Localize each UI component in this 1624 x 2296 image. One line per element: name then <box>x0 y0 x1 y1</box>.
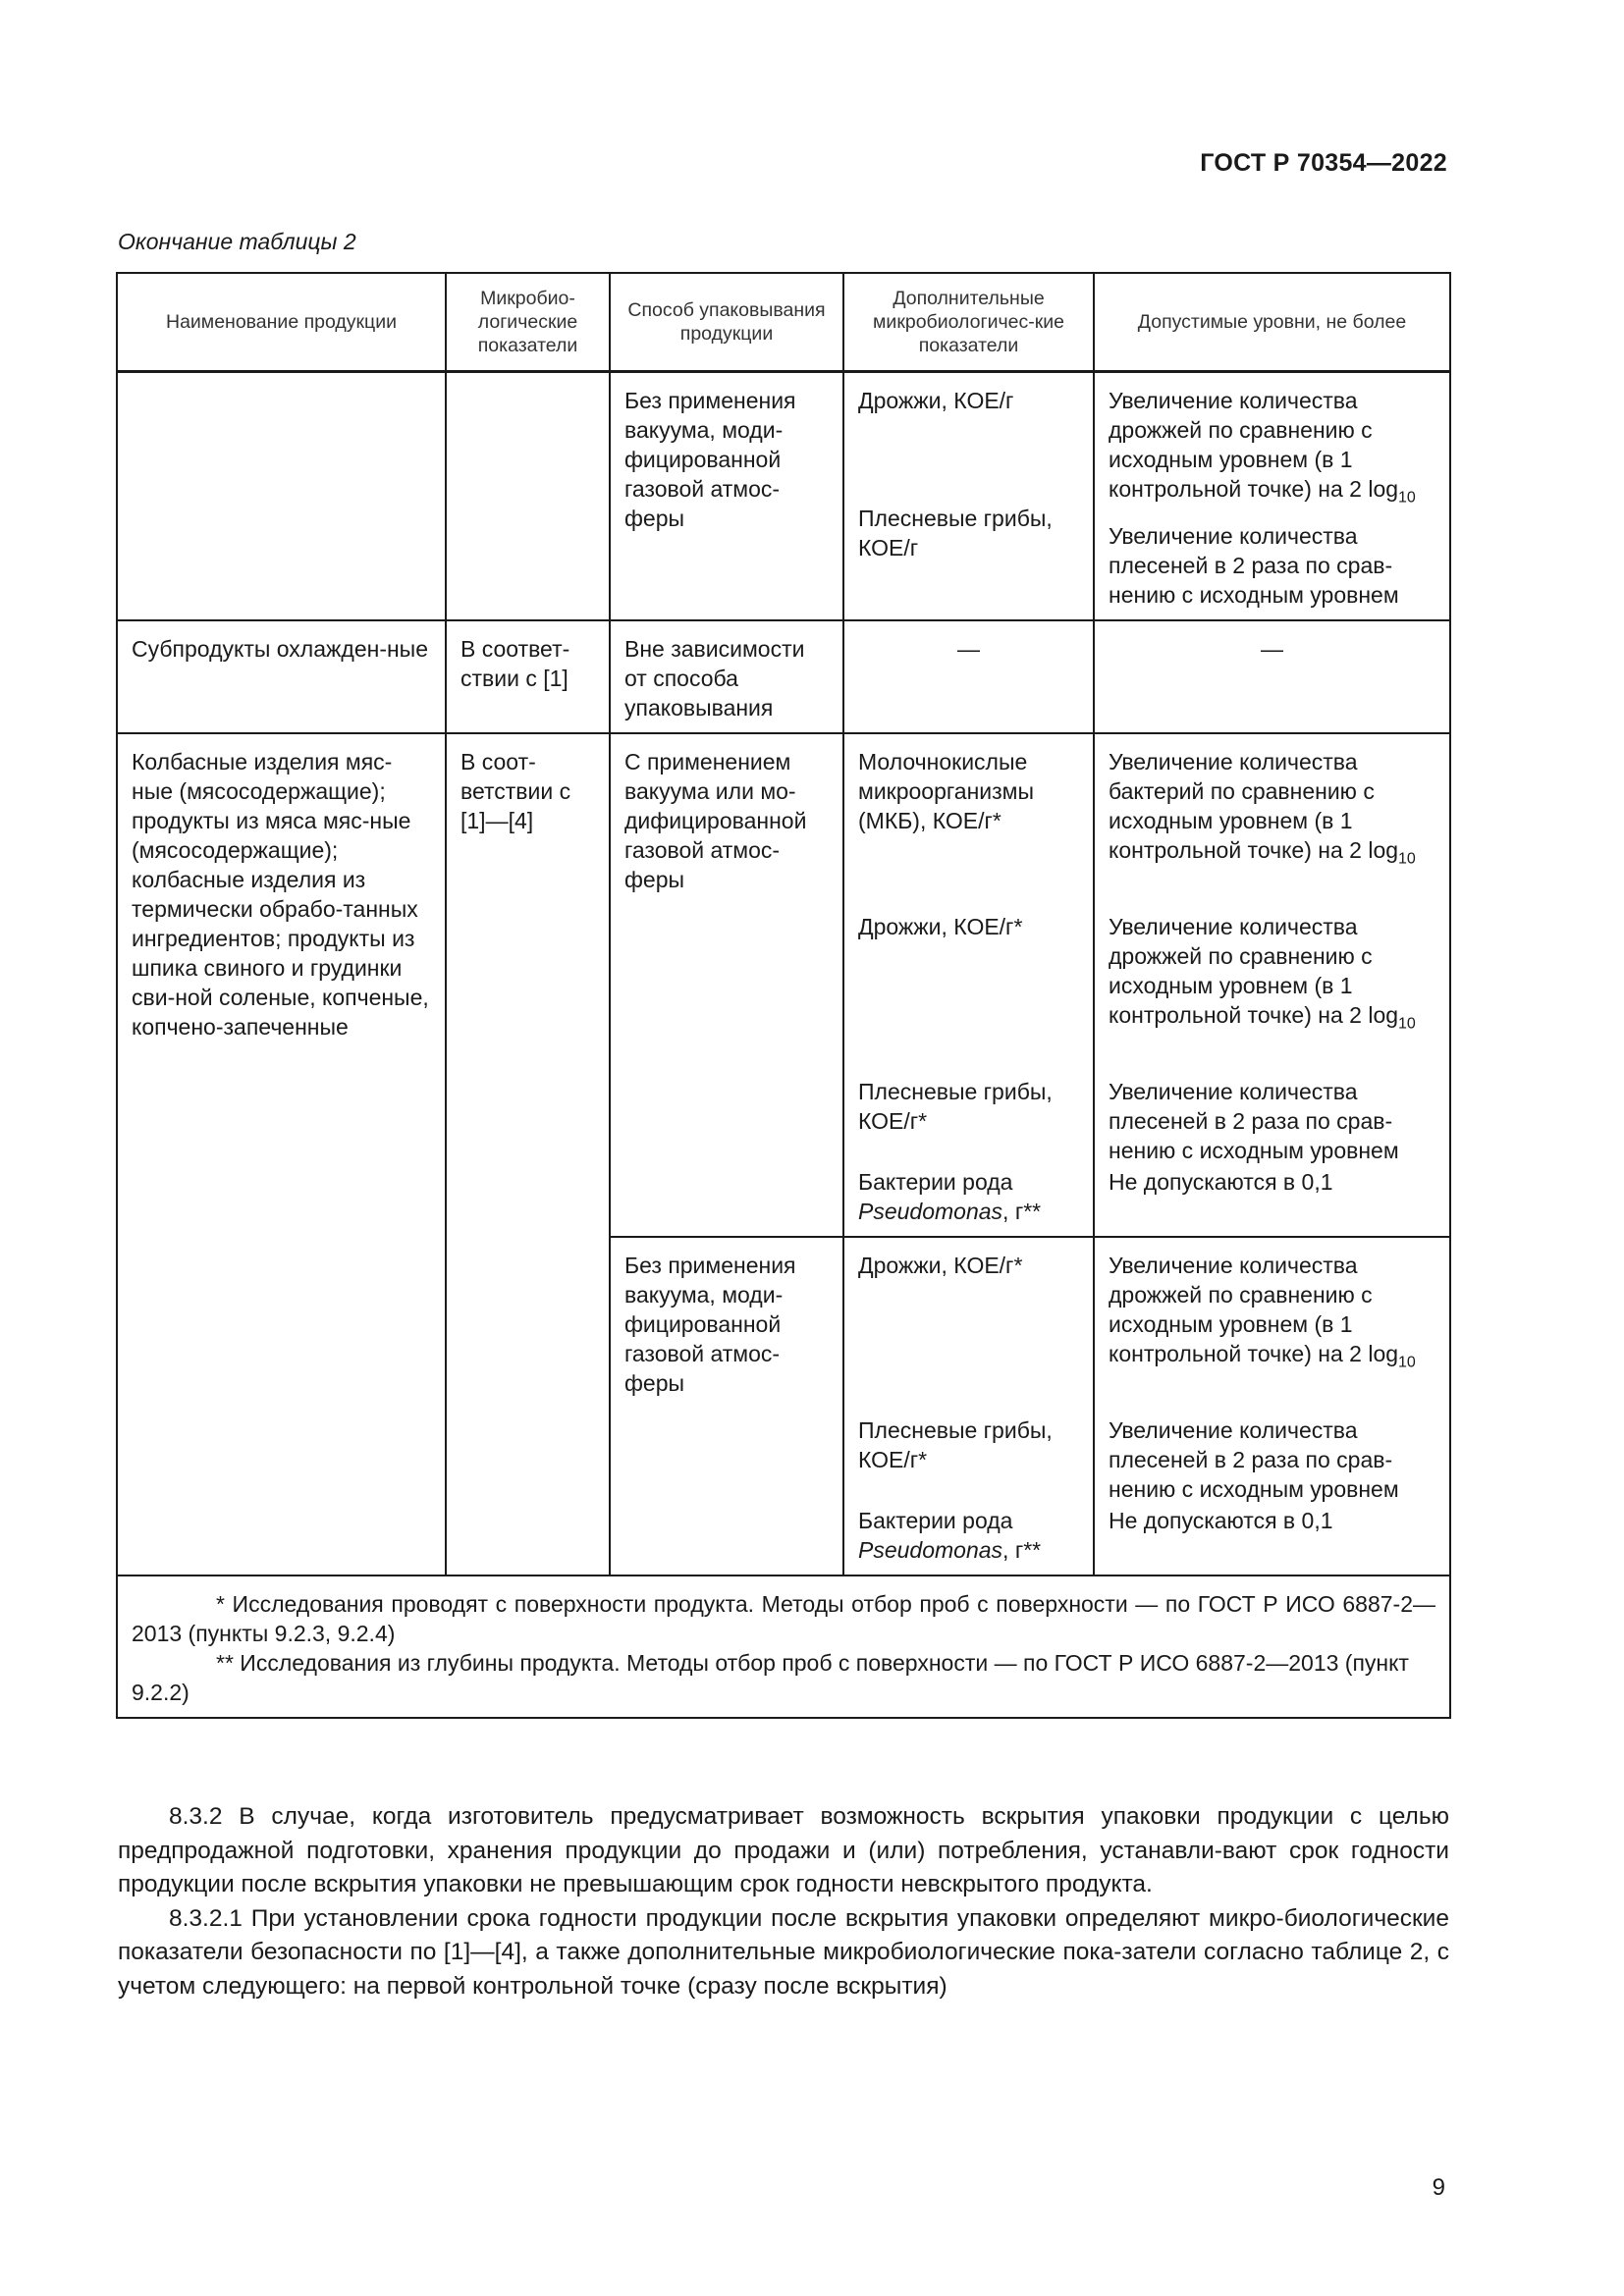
level-text <box>1109 386 1435 507</box>
indicator-text: Дрожжи, КОЕ/г* <box>858 1253 1023 1278</box>
header-extra-indicators: Дополнительные микробиологичес-кие показатели <box>843 273 1094 372</box>
footnote-1: * Исследования проводят с поверхности продукта. Методы отбор проб с поверхности — по ГОСТ Р ИСО 6887-2—2013 (пункты 9.2.3, 9.2.4) <box>132 1591 1435 1646</box>
log-subscript: 10 <box>1398 850 1416 868</box>
cell-micro: В соответ-ствии с [1] <box>446 620 610 733</box>
table-row <box>117 372 1450 621</box>
indicator-text: Бактерии рода Pseudomonas, г** <box>858 1508 1042 1563</box>
log-subscript: 10 <box>1398 489 1416 507</box>
paragraph-8-3-2: 8.3.2 В случае, когда изготовитель предусматривает возможность вскрытия упаковки продукции с целью предпродажной подготовки, хранения продукции до продажи и (или) потребления, устанавли-вают срок годности продукции после вскрытия упаковки не превышающим срок годности невскрытого продукта. <box>118 1803 1449 1897</box>
level-text: Увеличение количества плесеней в 2 раза по срав-нению с исходным уровнем <box>1109 1079 1399 1163</box>
footnote-row <box>117 1575 1450 1718</box>
cell-level <box>1094 1237 1450 1575</box>
requirements-table <box>116 272 1451 1719</box>
document-code: ГОСТ Р 70354—2022 <box>1200 149 1447 177</box>
cell-indicator <box>843 733 1094 1237</box>
paragraph-8-3-2-1: 8.3.2.1 При установлении срока годности продукции после вскрытия упаковки определяют микро-биологические показатели безопасности по [1]—[4], а также дополнительные микробиологические пока-затели согласно таблице 2, с учетом следующего: на первой контрольной точке (сразу после вскрытия) <box>118 1904 1449 2000</box>
level-text: Не допускаются в 0,1 <box>1109 1508 1333 1533</box>
cell-product-empty <box>117 372 446 621</box>
cell-indicator <box>843 372 1094 621</box>
level-text <box>1109 912 1435 1059</box>
level-text-main: Увеличение количества дрожжей по сравнению с исходным уровнем (в 1 контрольной точке) на 2 log <box>1109 914 1399 1028</box>
level-text-main: Увеличение количества дрожжей по сравнению с исходным уровнем (в 1 контрольной точке) на 2 log <box>1109 388 1399 502</box>
cell-indicator: — <box>843 620 1094 733</box>
indicator-text: Плесневые грибы, КОЕ/г* <box>858 1417 1053 1472</box>
level-text-main: Увеличение количества дрожжей по сравнению с исходным уровнем (в 1 контрольной точке) на 2 log <box>1109 1253 1399 1366</box>
header-micro: Микробио-логические показатели <box>446 273 610 372</box>
level-text: Увеличение количества плесеней в 2 раза по срав-нению с исходным уровнем <box>1109 523 1399 608</box>
level-text: Увеличение количества плесеней в 2 раза по срав-нению с исходным уровнем <box>1109 1417 1399 1502</box>
table-row <box>117 620 1450 733</box>
log-subscript: 10 <box>1398 1354 1416 1371</box>
indicator-text: Молочнокислые микроорганизмы (МКБ), КОЕ/г* <box>858 749 1035 833</box>
cell-micro-empty <box>446 372 610 621</box>
level-text-main: Увеличение количества бактерий по сравнению с исходным уровнем (в 1 контрольной точке) на 2 log <box>1109 749 1399 863</box>
indicator-text: Дрожжи, КОЕ/г <box>858 388 1014 413</box>
header-levels: Допустимые уровни, не более <box>1094 273 1450 372</box>
table-header-row <box>117 273 1450 372</box>
table-caption: Окончание таблицы 2 <box>118 229 356 254</box>
cell-product: Колбасные изделия мяс-ные (мясосодержащие); продукты из мяса мяс-ные (мясосодержащие); колбасные изделия из термически обрабо-танных ингредиентов; продукты из шпика свиного и грудинки сви-ной соленые, копченые, копчено-запеченные <box>117 733 446 1575</box>
log-subscript: 10 <box>1398 1015 1416 1033</box>
cell-level: — <box>1094 620 1450 733</box>
cell-product: Субпродукты охлажден-ные <box>117 620 446 733</box>
cell-level <box>1094 372 1450 621</box>
cell-method: Без применения вакуума, моди-фицированной газовой атмос-феры <box>610 1237 843 1575</box>
footnote-2: ** Исследования из глубины продукта. Методы отбор проб с поверхности — по ГОСТ Р ИСО 6887-2—2013 (пункт 9.2.2) <box>132 1650 1409 1705</box>
body-text <box>118 1800 1449 2003</box>
table-footnotes <box>117 1575 1450 1718</box>
cell-method: Вне зависимости от способа упаковывания <box>610 620 843 733</box>
level-text <box>1109 747 1435 894</box>
level-text: Не допускаются в 0,1 <box>1109 1169 1333 1195</box>
indicator-text: Плесневые грибы, КОЕ/г <box>858 506 1053 561</box>
indicator-text: Бактерии рода Pseudomonas, г** <box>858 1169 1042 1224</box>
cell-method: Без применения вакуума, моди-фицированной газовой атмос-феры <box>610 372 843 621</box>
table-row <box>117 733 1450 1237</box>
header-method: Способ упаковывания продукции <box>610 273 843 372</box>
cell-micro: В соот-ветствии с [1]—[4] <box>446 733 610 1575</box>
indicator-text: Дрожжи, КОЕ/г* <box>858 914 1023 939</box>
cell-level <box>1094 733 1450 1237</box>
header-product: Наименование продукции <box>117 273 446 372</box>
page-number: 9 <box>1432 2174 1445 2201</box>
cell-indicator <box>843 1237 1094 1575</box>
cell-method: С применением вакуума или мо-дифицированной газовой атмос-феры <box>610 733 843 1237</box>
indicator-text: Плесневые грибы, КОЕ/г* <box>858 1079 1053 1134</box>
level-text <box>1109 1251 1435 1398</box>
